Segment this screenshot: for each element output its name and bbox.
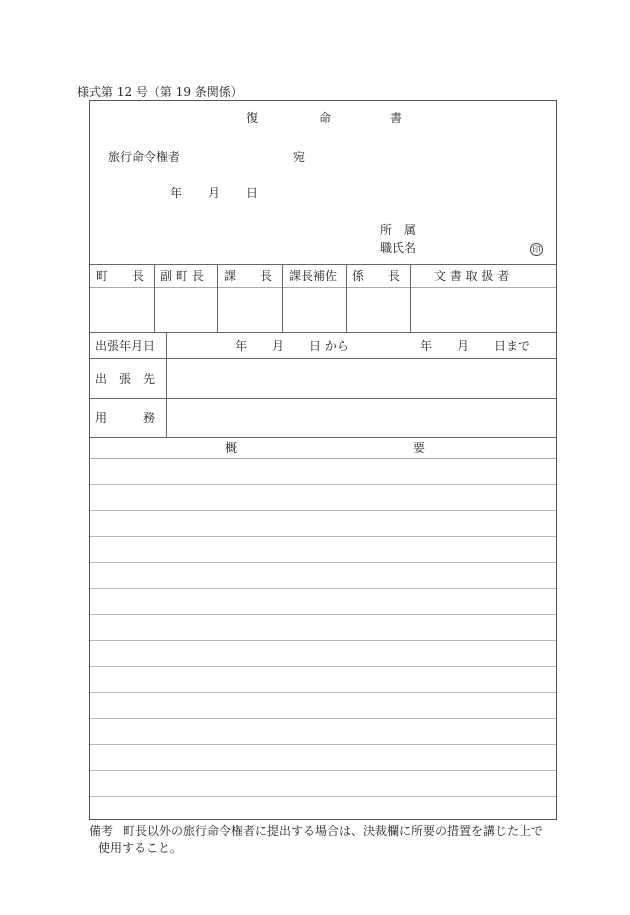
trip-year-from: 年 <box>235 339 248 353</box>
summary-line <box>90 718 556 719</box>
summary-line <box>90 692 556 693</box>
seal-mark: 印 <box>530 243 543 256</box>
title-char-2: 命 <box>319 111 332 125</box>
summary-line <box>90 614 556 615</box>
remarks-label: 備考 <box>89 824 114 838</box>
summary-line <box>90 510 556 511</box>
approval-divider <box>346 264 347 332</box>
title-char-3: 書 <box>390 111 403 125</box>
summary-line <box>90 588 556 589</box>
trip-date-bottom-line <box>90 358 556 359</box>
date-year: 年 <box>170 186 183 200</box>
summary-line <box>90 484 556 485</box>
header-deputy-mayor: 副 町 長 <box>160 269 204 283</box>
remarks-line-2: 使用すること。 <box>98 841 183 855</box>
approval-top-line <box>90 264 556 265</box>
remarks-line-1: 町長以外の旅行命令権者に提出する場合は、決裁欄に所要の措置を講じた上で <box>123 824 544 838</box>
approval-divider <box>282 264 283 332</box>
header-town-mayor: 町 長 <box>96 269 145 283</box>
summary-char-1: 概 <box>225 441 238 455</box>
recipient-suffix: 宛 <box>293 150 306 164</box>
report-form <box>89 100 557 820</box>
summary-line <box>90 744 556 745</box>
approval-header-line <box>90 287 556 288</box>
trip-year-to: 年 <box>420 339 433 353</box>
trip-label-divider <box>166 332 167 437</box>
summary-char-2: 要 <box>413 441 426 455</box>
summary-line <box>90 796 556 797</box>
destination-bottom-line <box>90 398 556 399</box>
summary-line <box>90 536 556 537</box>
summary-line <box>90 562 556 563</box>
name-label: 職氏名 <box>380 241 417 255</box>
header-document-handler: 文 書 取 扱 者 <box>434 269 510 283</box>
form-number: 様式第 12 号（第 19 条関係） <box>77 85 243 99</box>
header-section-chief: 課 長 <box>224 269 273 283</box>
date-month: 月 <box>208 186 221 200</box>
summary-line <box>90 770 556 771</box>
destination-label: 出 張 先 <box>95 372 156 386</box>
trip-day-from: 日 から <box>309 339 349 353</box>
header-assistant-chief: 課長補佐 <box>289 269 338 283</box>
trip-day-until: 日まで <box>494 339 531 353</box>
approval-divider <box>217 264 218 332</box>
trip-month-to: 月 <box>457 339 470 353</box>
title-char-1: 復 <box>246 111 259 125</box>
summary-header-line <box>90 458 556 459</box>
header-subsection-chief: 係 長 <box>352 269 401 283</box>
business-bottom-line <box>90 437 556 438</box>
summary-line <box>90 640 556 641</box>
summary-line <box>90 666 556 667</box>
date-day: 日 <box>246 186 259 200</box>
approval-divider <box>410 264 411 332</box>
trip-month-from: 月 <box>272 339 285 353</box>
approval-bottom-line <box>90 332 556 333</box>
affiliation-label: 所 属 <box>380 223 417 237</box>
seal-icon <box>530 242 543 256</box>
business-label: 用 務 <box>95 411 156 425</box>
approval-divider <box>154 264 155 332</box>
recipient-label: 旅行命令権者 <box>108 150 181 164</box>
trip-date-label: 出張年月日 <box>95 339 156 353</box>
